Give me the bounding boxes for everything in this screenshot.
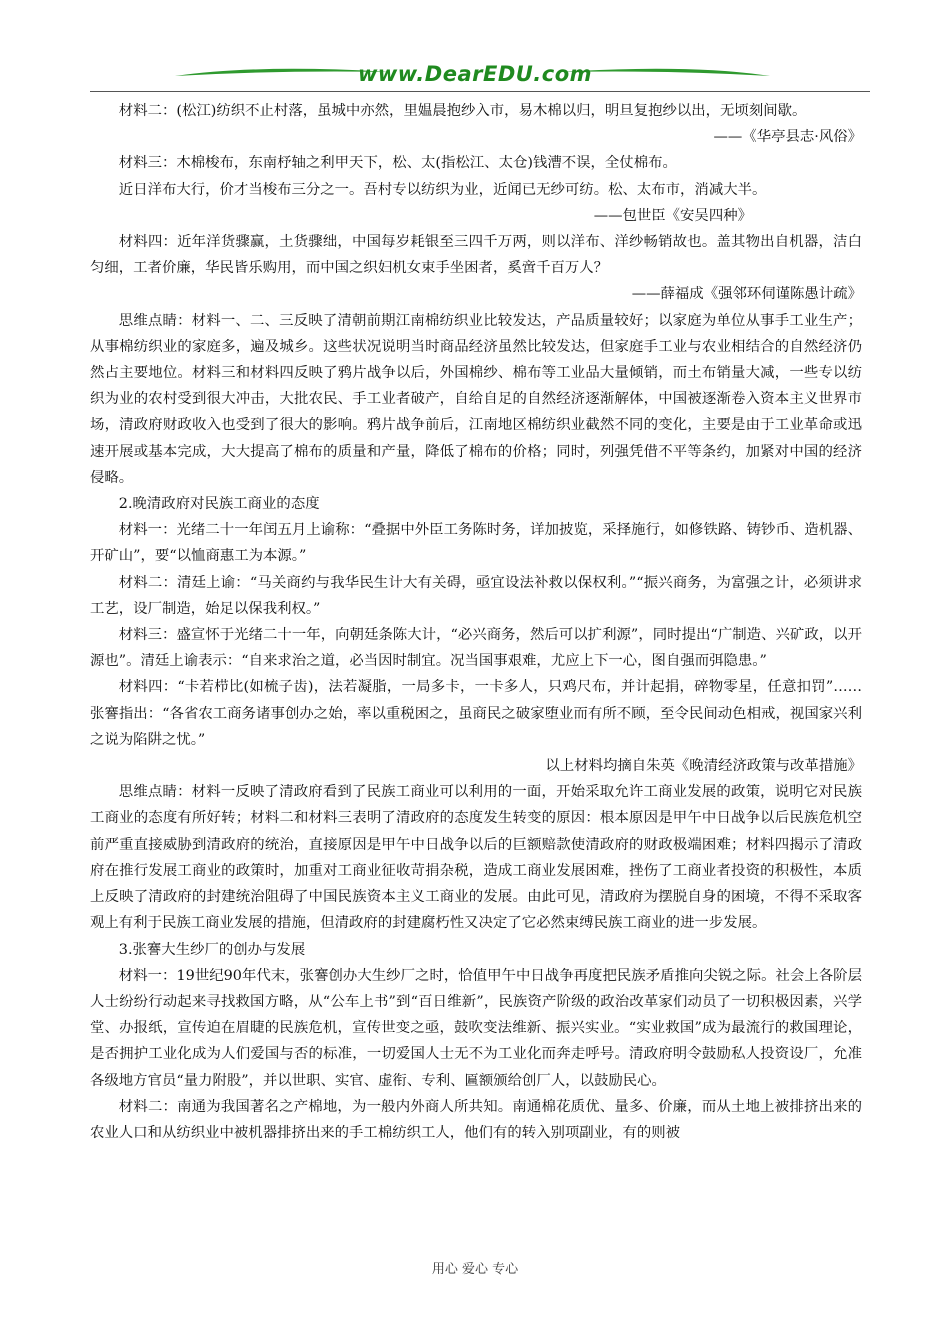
material-3-cotton-cloth: 材料三：木棉梭布，东南杼轴之利甲天下，松、太(指松江、太仓)钱漕不误，全仗棉布。 [118, 155, 677, 172]
section-3-material-1: 材料一：19世纪90年代末，张謇创办大生纱厂之时，恰值甲午中日战争再度把民族矛盾推向尖锐之际。社会上各阶层人士纷纷行动起来寻找救国方略，从“公车上书”到“百日维新”，民族资产阶级的政治改革家们动员了一切积极因素，兴学堂、办报纸，宣传迫在眉睫的民族危机，宣传世变之亟，鼓吹变法维新、振兴实业。“实业救国”成为最流行的救国理论，是否拥护工业化成为人们爱国与否的标准，一切爱国人士无不为工业化而奔走呼号。清政府明令鼓励私人投资设厂，允准各级地方官员“量力附股”，并以世职、实官、虚衔、专利、匾额颁给创厂人，以鼓励民心。 [90, 967, 862, 1089]
material-4-foreign-goods: 材料四：近年洋货骤赢，土货骤绌，中国每岁耗银至三四千万两，则以洋布、洋纱畅销故也。盖其物出自机器，洁白匀细，工者价廉，华民皆乐购用，而中国之织妇机女束手坐困者，奚啻千百万人？ [90, 234, 862, 277]
analysis-1: 思维点睛：材料一、二、三反映了清朝前期江南棉纺织业比较发达，产品质量较好；以家庭为单位从事手工业生产；从事棉纺织业的家庭多，遍及城乡。这些状况说明当时商品经济虽然比较发达，但家庭手工业与农业相结合的自然经济仍然占主要地位。材料三和材料四反映了鸦片战争以后，外国棉纱、棉布等工业品大量倾销，而土布销量大减，一些专以纺织为业的农村受到很大冲击，大批农民、手工业者破产，自给自足的自然经济逐渐解体，中国被逐渐卷入资本主义世界市场，清政府财政收入也受到了很大的影响。鸦片战争前后，江南地区棉纺织业截然不同的变化，主要是由于工业革命或迅速开展或基本完成，大大提高了棉布的质量和产量，降低了棉布的价格；同时，列强凭借不平等条约，加紧对中国的经济侵略。 [90, 312, 862, 486]
citation-bao-shichen: ——包世臣《安吴四种》 [593, 207, 752, 224]
section-2-material-1: 材料一：光绪二十一年闰五月上谕称：“叠据中外臣工务陈时务，详加披览，采择施行，如修铁路、铸钞币、造机器、开矿山”，要“以恤商惠工为本源。” [90, 522, 862, 565]
analysis-2: 思维点睛：材料一反映了清政府看到了民族工商业可以利用的一面，开始采取允许工商业发展的政策，说明它对民族工商业的态度有所好转；材料二和材料三表明了清政府的态度发生转变的原因：根本原因是甲午中日战争以后民族危机空前严重直接威胁到清政府的统治，直接原因是甲午中日战争以后的巨额赔款使清政府的财政极端困难；材料四揭示了清政府在推行发展工商业的政策时，加重对工商业征收苛捐杂税，造成工商业发展困难，挫伤了工商业者投资的积极性，本质上反映了清政府的封建统治阻碍了中国民族资本主义工商业的发展。由此可见，清政府为摆脱自身的困境，不得不采取客观上有利于民族工商业发展的措施，但清政府的封建腐朽性又决定了它必然束缚民族工商业的进一步发展。 [90, 784, 862, 932]
header-divider [90, 91, 870, 92]
page-header [80, 58, 870, 98]
citation-xue-fucheng: ——薛福成《强邻环伺谨陈愚计疏》 [631, 286, 862, 303]
citation-huating: ——《华亭县志·风俗》 [713, 129, 862, 146]
section-2-material-4: 材料四：“卡若栉比(如梳子齿)，法若凝脂，一局多卡，一卡多人，只鸡尺布，并计起捐，碎物零星，任意扣罚”……张謇指出：“各省农工商务诸事创办之始，率以重税困之，虽商民之破家堕业而有所不顾，至令民间动色相戒，视国家兴利之说为陷阱之忧。” [90, 679, 862, 748]
section-heading-2: 2.晚清政府对民族工商业的态度 [118, 496, 320, 513]
material-2-songjiang: 材料二：(松江)纺织不止村落，虽城中亦然，里媪晨抱纱入市，易木棉以归，明旦复抱纱以出，无顷刻间歇。 [118, 103, 807, 119]
document-body [90, 98, 862, 1146]
material-3-foreign-cloth: 近日洋布大行，价才当梭布三分之一。吾村专以纺织为业，近闻已无纱可纺。松、太布市，消减大半。 [118, 181, 767, 198]
section-3-material-2: 材料二：南通为我国著名之产棉地，为一般内外商人所共知。南通棉花质优、量多、价廉，而从土地上被排挤出来的农业人口和从纺织业中被机器排挤出来的手工棉纺织工人，他们有的转入别项副业，有的则被 [90, 1098, 862, 1141]
site-logo[interactable]: www.DearEDU.com [357, 62, 593, 86]
page-footer: 用心 爱心 专心 [431, 1262, 519, 1277]
section-2-material-3: 材料三：盛宣怀于光绪二十一年，向朝廷条陈大计，“必兴商务，然后可以扩利源”，同时提出“广制造、兴矿政，以开源也”。清廷上谕表示：“自来求治之道，必当因时制宜。况当国事艰难，尤应上下一心，图自强而弭隐患。” [90, 627, 862, 670]
section-heading-3: 3.张謇大生纱厂的创办与发展 [118, 941, 306, 958]
citation-zhu-ying: 以上材料均摘自朱英《晚清经济政策与改革措施》 [545, 758, 862, 775]
section-2-material-2: 材料二：清廷上谕：“马关商约与我华民生计大有关碍，亟宜设法补救以保权利。”“振兴商务，为富强之计，必须讲求工艺，设厂制造，始足以保我利权。” [90, 574, 862, 617]
